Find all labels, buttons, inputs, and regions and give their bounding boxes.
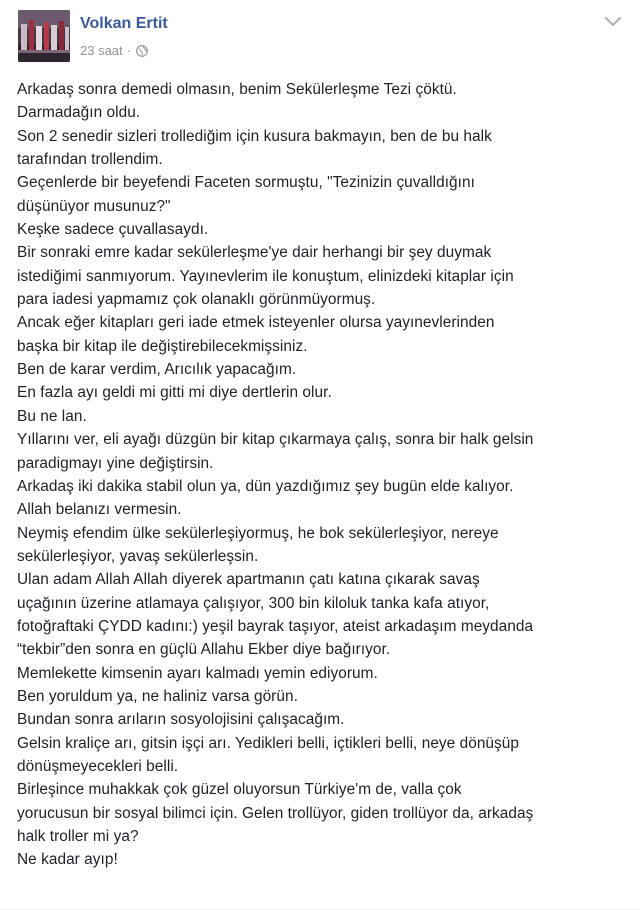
post-text-line: Ancak eğer kitapları geri iade etmek isteyenler olursa yayınevlerinden — [17, 314, 495, 332]
avatar-image — [18, 10, 70, 62]
post-text-line: Allah belanızı vermesin. — [17, 501, 182, 519]
meta-separator: · — [126, 43, 131, 58]
post-text-line: tarafından trollendim. — [17, 151, 163, 169]
post-text-line: Bu ne lan. — [17, 407, 87, 425]
post-text-line: Bundan sonra arıların sosyolojisini çalışacağım. — [17, 711, 345, 729]
post-text-line: Ne kadar ayıp! — [17, 851, 118, 869]
post-text-line: uçağının üzerine atlamaya çalışıyor, 300 bin kiloluk tanka kafa atıyor, — [17, 594, 490, 612]
chevron-down-icon[interactable] — [604, 16, 622, 28]
post-text-line: Ulan adam Allah Allah diyerek apartmanın çatı katına çıkarak savaş — [17, 571, 480, 589]
post-text-line: Bir sonraki emre kadar sekülerleşme'ye dair herhangi bir şey duymak — [17, 244, 492, 262]
post-text-line: Geçenlerde bir beyefendi Faceten sormuştu, "Tezinizin çuvalldığını — [17, 174, 475, 192]
post-text-line: Keşke sadece çuvallasaydı. — [17, 221, 209, 239]
post-text-line: Memlekette kimsenin ayarı kalmadı yemin ediyorum. — [17, 664, 378, 682]
post-text-line: Ben yoruldum ya, ne haliniz varsa görün. — [17, 687, 298, 705]
post-text-line: paradigmayı yine değiştirsin. — [17, 454, 214, 472]
post-header — [18, 10, 622, 66]
post-text-line: Gelsin kraliçe arı, gitsin işçi arı. Yedikleri belli, içtikleri belli, neye dönüşüp — [17, 734, 520, 752]
post-body — [17, 78, 629, 872]
post-text-line: En fazla ayı geldi mi gitti mi diye dertlerin olur. — [17, 384, 332, 402]
post-text-line: dönüşmeyecekleri belli. — [17, 757, 179, 775]
post-text-line: Neymiş efendim ülke sekülerleşiyormuş, he bok sekülerleşiyor, nereye — [17, 524, 499, 542]
post-text-line: sekülerleşiyor, yavaş sekülerleşsin. — [17, 547, 259, 565]
post-time[interactable]: 23 saat — [80, 43, 123, 58]
post-text-line: Arkadaş sonra demedi olmasın, benim Sekülerleşme Tezi çöktü. — [17, 81, 457, 98]
post-text-line: “tekbir”den sonra en güçlü Allahu Ekber diye bağırıyor. — [17, 641, 391, 659]
post-text-line: istediğimi sanmıyorum. Yayınevlerim ile konuştum, elinizdeki kitaplar için — [17, 267, 514, 285]
post-text-line: başka bir kitap ile değiştirebilecekmişsiniz. — [17, 337, 308, 355]
post-text-line: Ben de karar verdim, Arıcılık yapacağım. — [17, 361, 297, 379]
globe-icon — [136, 45, 148, 57]
post-meta — [80, 43, 148, 58]
post-text-line: fotoğraftaki ÇYDD kadını:) yeşil bayrak taşıyor, ateist arkadaşım meydanda — [17, 617, 534, 635]
post-text-line: Birleşince muhakkak çok güzel oluyorsun Türkiye'm de, valla çok — [17, 781, 462, 799]
post-text-line: halk troller mi ya? — [17, 828, 139, 845]
post-text-line: Darmadağın oldu. — [17, 104, 141, 122]
avatar[interactable] — [18, 10, 70, 62]
post-text-line: Yıllarını ver, eli ayağı düzgün bir kitap çıkarmaya çalış, sonra bir halk gelsin — [17, 431, 534, 449]
post-text-line: yorucusun bir sosyal bilimci için. Gelen trollüyor, giden trollüyor da, arkadaş — [17, 804, 534, 822]
post-text-line: düşünüyor musunuz?" — [17, 197, 171, 215]
post-text-line: Son 2 senedir sizleri trollediğim için kusura bakmayın, ben de bu halk — [17, 127, 492, 145]
post-text-line: para iadesi yapmamız çok olanaklı görünmüyormuş. — [17, 291, 376, 309]
author-name[interactable]: Volkan Ertit — [80, 15, 168, 32]
post-text-line: Arkadaş iki dakika stabil olun ya, dün yazdığımız şey bugün elde kalıyor. — [17, 477, 514, 495]
